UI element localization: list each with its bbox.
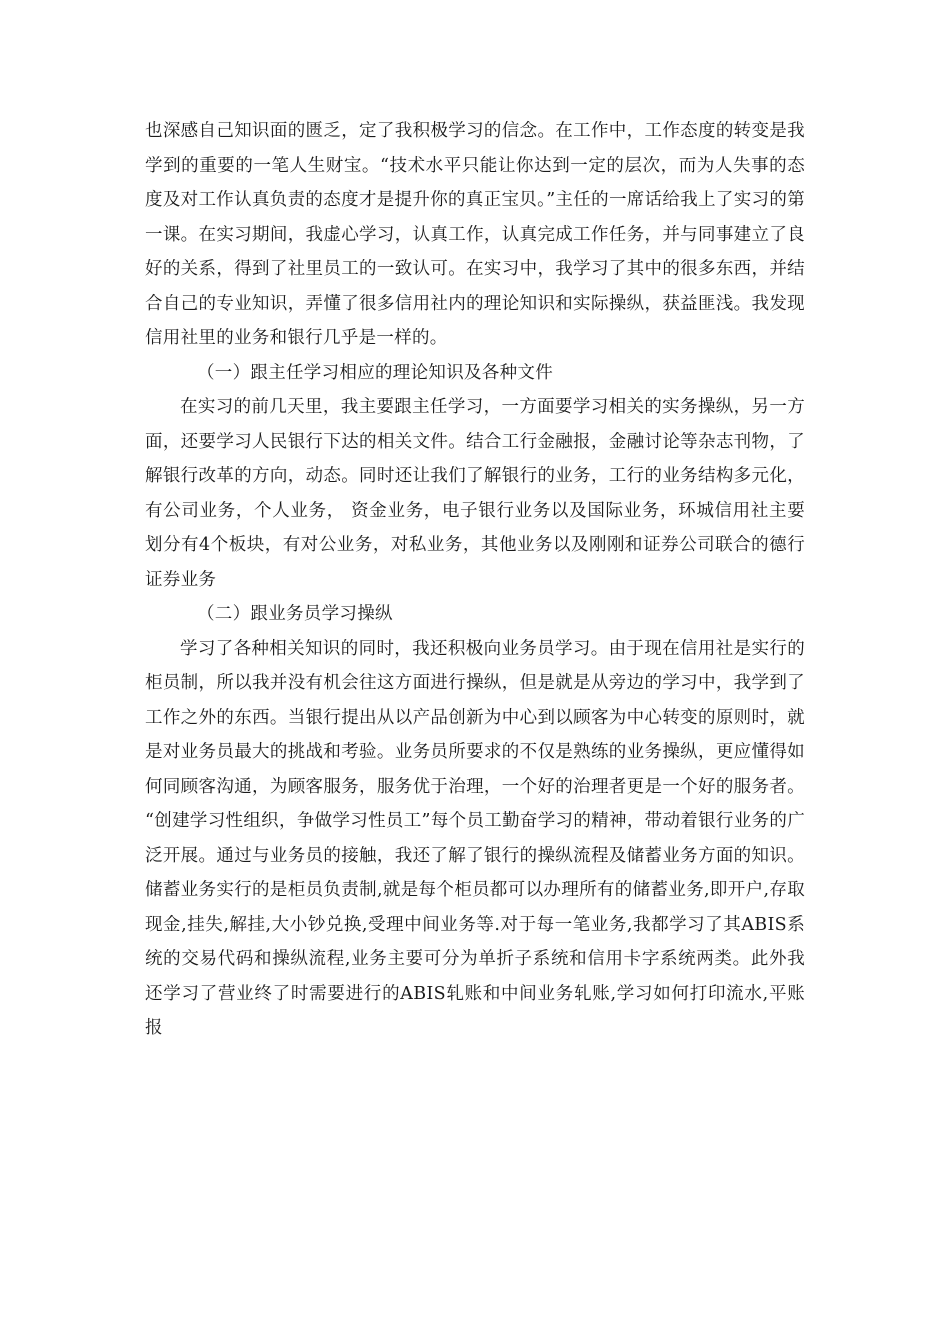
section-heading-1: （一）跟主任学习相应的理论知识及各种文件 [197, 362, 553, 383]
body-paragraph-1: 也深感自己知识面的匮乏，定了我积极学习的信念。在工作中，工作态度的转变是我学到的重要的一笔人生财宝。“技术水平只能让你达到一定的层次，而为人失事的态度及对工作认真负责的态度才是提升你的真正宝贝。”主任的一席话给我上了实习的第一课。在实习期间，我虚心学习，认真工作，认真完成工作任务，并与同事建立了良好的关系，得到了社里员工的一致认可。在实习中，我学习了其中的很多东西，并结合自己的专业知识，弄懂了很多信用社内的理论知识和实际操纵，获益匪浅。我发现信用社里的业务和银行几乎是一样的。 [145, 121, 805, 348]
body-paragraph-3: 学习了各种相关知识的同时，我还积极向业务员学习。由于现在信用社是实行的柜员制，所以我并没有机会往这方面进行操纵，但是就是从旁边的学习中，我学到了工作之外的东西。当银行提出从以产品创新为中心到以顾客为中心转变的原则时，就是对业务员最大的挑战和考验。业务员所要求的不仅是熟练的业务操纵，更应懂得如何同顾客沟通，为顾客服务，服务优于治理，一个好的治理者更是一个好的服务者。 “创建学习性组织，争做学习性员工”每个员工勤奋学习的精神，带动着银行业务的广泛开展。通过与业务员的接触，我还了解了银行的操纵流程及储蓄业务方面的知识。储蓄业务实行的是柜员负责制,就是每个柜员都可以办理所有的储蓄业务,即开户,存取现金,挂失,解挂,大小钞兑换,受理中间业务等.对于每一笔业务,我都学习了其ABIS系统的交易代码和操纵流程,业务主要可分为单折子系统和信用卡字系统两类。此外我还学习了营业终了时需要进行的ABIS轧账和中间业务轧账,学习如何打印流水,平账报 [145, 638, 805, 1038]
section-heading-2: （二）跟业务员学习操纵 [197, 604, 393, 624]
body-paragraph-2: 在实习的前几天里，我主要跟主任学习，一方面要学习相关的实务操纵，另一方面，还要学习人民银行下达的相关文件。结合工行金融报，金融讨论等杂志刊物，了解银行改革的方向，动态。同时还让我们了解银行的业务，工行的业务结构多元化，有公司业务，个人业务， 资金业务，电子银行业务以及国际业务，环城信用社主要划分有4个板块，有对公业务，对私业务，其他业务以及刚刚和证券公司联合的德行证券业务 [145, 397, 805, 590]
document-body [145, 114, 805, 1046]
